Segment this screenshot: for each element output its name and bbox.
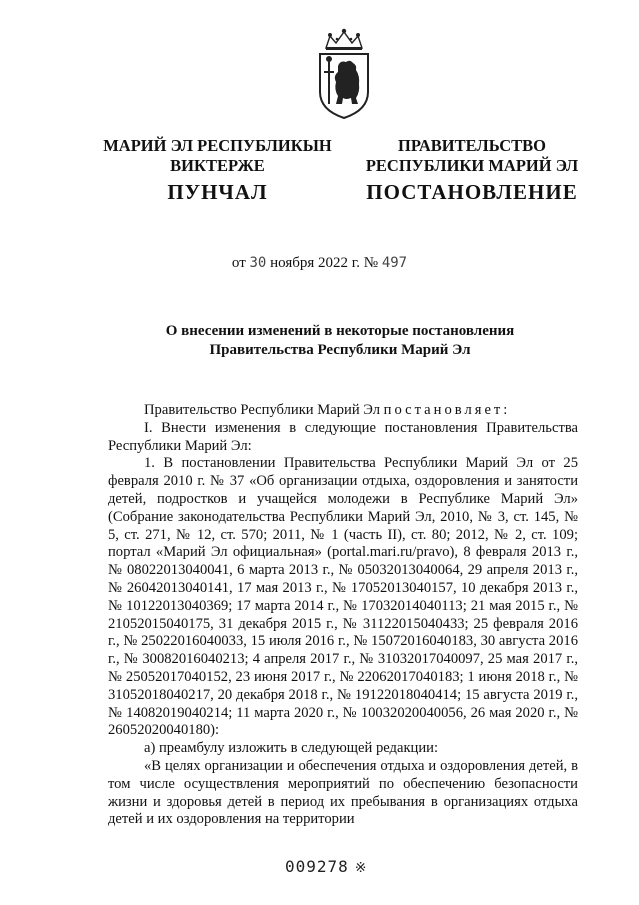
document-title-line2: Правительства Республики Марий Эл	[209, 342, 471, 358]
document-type-russian: ПОСТАНОВЛЕНИЕ	[366, 180, 578, 204]
body-paragraph-1: I. Внести изменения в следующие постановления Правительства Республики Марий Эл:	[108, 419, 578, 454]
body-intro-text: Правительство Республики Марий Эл	[144, 402, 381, 418]
crown-icon	[326, 29, 362, 50]
date-prefix: от	[231, 255, 246, 271]
header-mari-line1: МАРИЙ ЭЛ РЕСПУБЛИКЫН	[103, 136, 332, 155]
document-body	[108, 402, 578, 829]
body-paragraph-3: а) преамбулу изложить в следующей редакции:	[144, 740, 439, 757]
document-title-line1: О внесении изменений в некоторые постановления	[165, 323, 515, 339]
document-title	[100, 322, 580, 360]
body-intro-resolves: постановляет:	[383, 402, 511, 418]
serial-number: 009278	[285, 857, 349, 876]
coat-of-arms-emblem	[316, 26, 372, 120]
form-serial-number	[285, 857, 368, 876]
body-paragraph-2: 1. В постановлении Правительства Республики Марий Эл от 25 февраля 2010 г. № 37 «Об организации отдыха, оздоровления и занятости детей, подростков и учащейся молодежи в Республике Марий Эл» (Собрание законодательства Республики Марий Эл, 2010, № 3, ст. 145, № 5, ст. 271, № 12, ст. 570; 2011, № 1 (часть II), ст. 80; 2012, № 2, ст. 109; портал «Марий Эл официальная» (portal.mari.ru/pravo), 8 февраля 2013 г., № 08022013040041, 6 марта 2013 г., № 05032013040064, 29 апреля 2013 г., № 26042013040141, 17 мая 2013 г., № 17052013040157, 10 декабря 2013 г., № 10122013040369; 17 марта 2014 г., № 17032014040113; 21 мая 2015 г., № 21052015040175, 31 декабря 2015 г., № 31122015040433; 25 февраля 2016 г., № 25022016040033, 15 июля 2016 г., № 15072016040183, 30 августа 2016 г., № 30082016040213; 4 апреля 2017 г., № 31032017040097, 25 мая 2017 г., № 25052017040152, 23 июня 2017 г., № 22062017040183; 1 июня 2018 г., № 31052018040217, 20 декабря 2018 г., № 19122018040414; 15 августа 2019 г., № 14082019040214; 11 марта 2020 г., № 10032020040056, 26 мая 2020 г., № 26052020040180):	[108, 455, 578, 739]
bear-icon	[335, 61, 359, 104]
document-number: 497	[381, 255, 408, 271]
serial-mark: ※	[354, 860, 368, 876]
date-day: 30	[249, 255, 267, 271]
date-month-year: ноября 2022 г. №	[270, 255, 379, 271]
header-mari-line2: ВИКТЕРЖЕ	[170, 156, 265, 175]
date-number-line	[0, 255, 639, 272]
body-intro	[108, 402, 578, 420]
header-russian-block	[352, 136, 592, 176]
header-russian-line2: РЕСПУБЛИКИ МАРИЙ ЭЛ	[365, 156, 579, 175]
header-mari-block	[100, 136, 335, 176]
body-paragraph-4: «В целях организации и обеспечения отдыха и оздоровления детей, в том числе осуществления мероприятий по обеспечению безопасности жизни и здоровья детей в период их пребывания в организациях отдыха детей и их оздоровления на территории	[108, 757, 578, 828]
document-type-mari: ПУНЧАЛ	[167, 180, 268, 204]
header-russian-line1: ПРАВИТЕЛЬСТВО	[398, 136, 546, 155]
